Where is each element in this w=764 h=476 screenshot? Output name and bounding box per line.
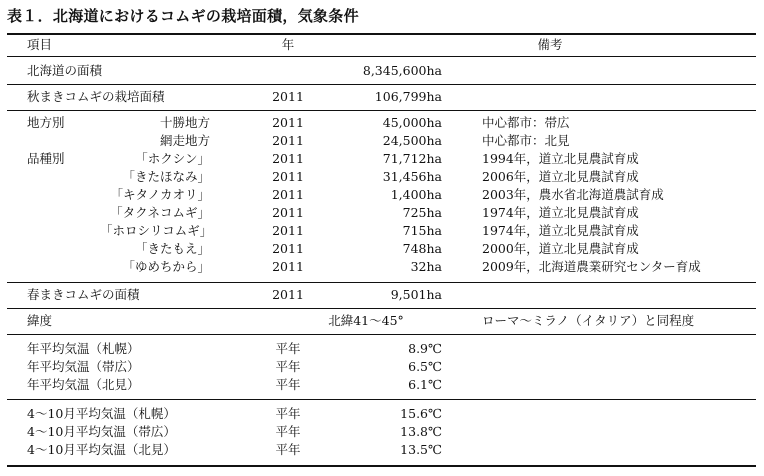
region-note: 中心都市：北見 bbox=[482, 133, 570, 148]
variety-value: 31,456ha bbox=[382, 169, 442, 184]
hokkaido-label: 北海道の面積 bbox=[27, 63, 103, 78]
season-temp-year: 平年 bbox=[275, 442, 301, 457]
temp-value: 6.1℃ bbox=[408, 377, 442, 392]
region-value: 45,000ha bbox=[382, 115, 442, 130]
region-name: 網走地方 bbox=[159, 133, 210, 148]
rule-annual bbox=[7, 399, 756, 400]
rule-header bbox=[7, 56, 756, 57]
spring-label: 春まきコムギの面積 bbox=[27, 287, 140, 302]
season-temp-value: 13.5℃ bbox=[400, 442, 442, 457]
latitude-value: 北緯41～45° bbox=[328, 313, 404, 328]
variety-value: 715ha bbox=[402, 223, 442, 238]
variety-name: 「ゆめちから」 bbox=[122, 259, 210, 274]
variety-name: 「きたほなみ」 bbox=[122, 169, 210, 184]
variety-name: 「キタノカオリ」 bbox=[110, 187, 210, 202]
variety-note: 2009年，北海道農業研究センター育成 bbox=[482, 259, 701, 274]
variety-name: 「きたもえ」 bbox=[134, 241, 210, 256]
season-temp-year: 平年 bbox=[275, 424, 301, 439]
variety-value: 725ha bbox=[402, 205, 442, 220]
header-note: 備考 bbox=[537, 37, 563, 52]
rule-bottom bbox=[7, 465, 756, 467]
region-year: 2011 bbox=[272, 133, 304, 148]
temp-year: 平年 bbox=[275, 377, 301, 392]
temp-year: 平年 bbox=[275, 359, 301, 374]
table-title: 表１．北海道におけるコムギの栽培面積，気象条件 bbox=[7, 7, 359, 25]
variety-value: 32ha bbox=[410, 259, 442, 274]
autumn-year: 2011 bbox=[272, 89, 304, 104]
spring-value: 9,501ha bbox=[390, 287, 442, 302]
variety-name: 「ホクシン」 bbox=[135, 151, 210, 166]
hokkaido-value: 8,345,600ha bbox=[362, 63, 442, 78]
spring-year: 2011 bbox=[272, 287, 304, 302]
rule-spring bbox=[7, 308, 756, 309]
temp-label: 年平均気温（帯広） bbox=[27, 359, 140, 374]
header-year: 年 bbox=[281, 37, 295, 52]
temp-value: 8.9℃ bbox=[408, 341, 442, 356]
rule-hokkaido bbox=[7, 84, 756, 85]
season-temp-label: 4～10月平均気温（帯広） bbox=[27, 424, 176, 439]
variety-note: 2006年，道立北見農試育成 bbox=[482, 169, 639, 184]
variety-value: 1,400ha bbox=[390, 187, 442, 202]
variety-year: 2011 bbox=[272, 151, 304, 166]
variety-value: 71,712ha bbox=[382, 151, 442, 166]
region-label: 地方別 bbox=[27, 115, 65, 130]
temp-label: 年平均気温（札幌） bbox=[27, 341, 140, 356]
region-name: 十勝地方 bbox=[159, 115, 210, 130]
variety-note: 1994年，道立北見農試育成 bbox=[482, 151, 639, 166]
region-value: 24,500ha bbox=[382, 133, 442, 148]
variety-name: 「タクネコムギ」 bbox=[110, 205, 210, 220]
variety-label: 品種別 bbox=[27, 151, 65, 166]
season-temp-year: 平年 bbox=[275, 406, 301, 421]
temp-year: 平年 bbox=[275, 341, 301, 356]
season-temp-label: 4～10月平均気温（北見） bbox=[27, 442, 176, 457]
variety-year: 2011 bbox=[272, 223, 304, 238]
region-year: 2011 bbox=[272, 115, 304, 130]
temp-label: 年平均気温（北見） bbox=[27, 377, 140, 392]
variety-name: 「ホロシリコムギ」 bbox=[100, 223, 213, 238]
variety-year: 2011 bbox=[272, 241, 304, 256]
latitude-label: 緯度 bbox=[27, 313, 53, 328]
header-item: 項目 bbox=[27, 37, 53, 52]
variety-year: 2011 bbox=[272, 205, 304, 220]
latitude-note: ローマ～ミラノ（イタリア）と同程度 bbox=[482, 313, 695, 328]
rule-latitude bbox=[7, 334, 756, 335]
variety-note: 1974年，道立北見農試育成 bbox=[482, 205, 639, 220]
variety-year: 2011 bbox=[272, 259, 304, 274]
season-temp-label: 4～10月平均気温（札幌） bbox=[27, 406, 176, 421]
variety-note: 1974年，道立北見農試育成 bbox=[482, 223, 639, 238]
variety-year: 2011 bbox=[272, 169, 304, 184]
season-temp-value: 15.6℃ bbox=[400, 406, 442, 421]
season-temp-value: 13.8℃ bbox=[400, 424, 442, 439]
variety-note: 2003年，農水省北海道農試育成 bbox=[482, 187, 664, 202]
rule-autumn bbox=[7, 110, 756, 111]
autumn-label: 秋まきコムギの栽培面積 bbox=[27, 89, 165, 104]
rule-variety bbox=[7, 282, 756, 283]
region-note: 中心都市：帯広 bbox=[482, 115, 570, 130]
variety-year: 2011 bbox=[272, 187, 304, 202]
variety-value: 748ha bbox=[402, 241, 442, 256]
rule-top bbox=[7, 33, 756, 35]
variety-note: 2000年，道立北見農試育成 bbox=[482, 241, 639, 256]
autumn-value: 106,799ha bbox=[374, 89, 442, 104]
temp-value: 6.5℃ bbox=[408, 359, 442, 374]
